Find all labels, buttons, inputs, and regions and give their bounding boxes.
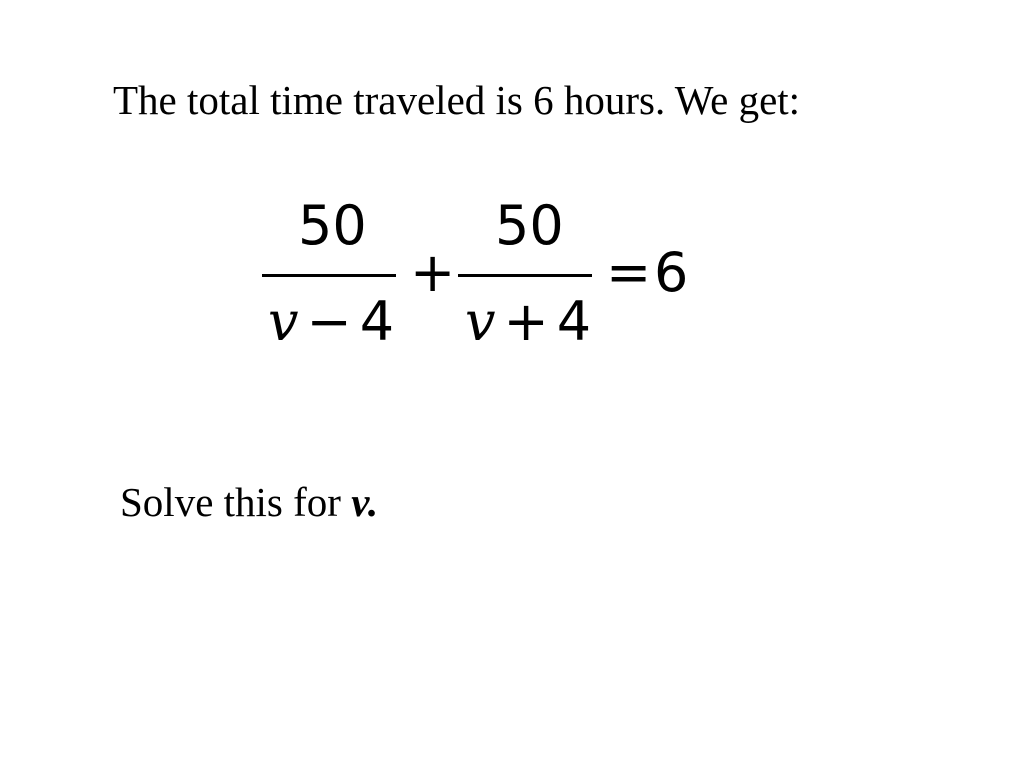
fraction-1-denominator <box>268 292 394 352</box>
intro-text: The total time traveled is 6 hours. We get: <box>113 77 801 123</box>
solve-prompt-text: Solve this for <box>120 479 352 525</box>
solve-prompt <box>120 478 378 526</box>
denominator-2-operator: + <box>503 290 549 353</box>
equation-rhs: 6 <box>654 241 689 304</box>
fraction-2-bar <box>458 274 592 277</box>
denominator-1-constant: 4 <box>359 290 395 353</box>
fraction-2-numerator: 50 <box>495 194 564 257</box>
fraction-1-numerator: 50 <box>298 194 367 257</box>
fraction-1-bar <box>262 274 396 277</box>
denominator-2-variable: v <box>465 290 496 353</box>
equals-sign: = <box>606 241 652 304</box>
denominator-1-operator: − <box>306 290 352 353</box>
denominator-1-variable: v <box>268 290 299 353</box>
plus-sign: + <box>410 241 456 304</box>
fraction-2-denominator <box>465 292 591 352</box>
solve-prompt-variable: v. <box>351 479 379 525</box>
equation <box>262 196 702 356</box>
denominator-2-constant: 4 <box>556 290 592 353</box>
